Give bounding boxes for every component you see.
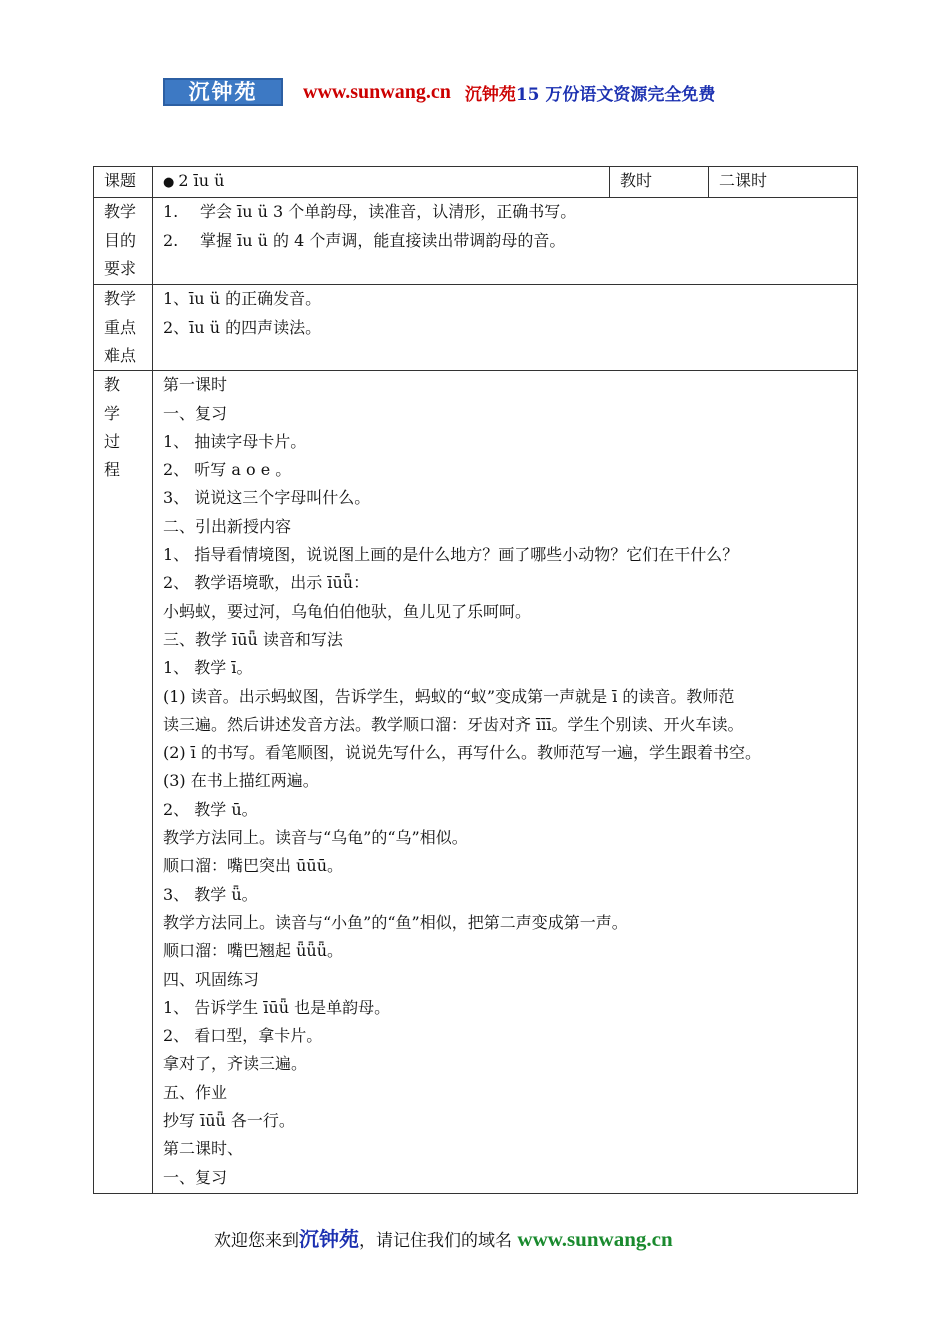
lesson-plan-table — [93, 166, 858, 1194]
process-label — [94, 371, 153, 1194]
header-tagline-text: 15 万份语文资源完全免费 — [515, 84, 716, 105]
process-line: 抄写 īūǖ 各一行。 — [163, 1111, 295, 1131]
goal-text: 学会 īu ü 3 个单韵母，读准音，认清形，正确书写。 — [200, 202, 577, 222]
process-line: 2、 看口型，拿卡片。 — [163, 1026, 323, 1046]
footer-prefix: 欢迎您来到 — [214, 1231, 299, 1251]
process-line: 1、 教学 ī。 — [163, 658, 253, 678]
lesson-title: 2 īu ü — [178, 171, 225, 190]
page-header — [163, 76, 715, 108]
keypoints-label-line: 难点 — [104, 345, 137, 365]
process-line: 教学方法同上。读音与“乌龟”的“乌”相似。 — [163, 828, 468, 848]
process-line: 一、复习 — [163, 403, 228, 423]
process-line: 1、 指导看情境图，说说图上画的是什么地方？画了哪些小动物？它们在干什么？ — [163, 545, 739, 565]
goals-row — [94, 198, 858, 285]
process-line: 3、 教学 ǖ。 — [163, 884, 258, 904]
process-line: 读三遍。然后讲述发音方法。教学顺口溜：牙齿对齐 īīī。学生个别读、开火车读。 — [163, 714, 744, 734]
footer-brand: 沉钟苑 — [299, 1227, 359, 1251]
keypoints-row — [94, 285, 858, 371]
process-line: (1) 读音。出示蚂蚁图，告诉学生，蚂蚁的“蚁”变成第一声就是 ī 的读音。教师范 — [163, 686, 735, 706]
process-line: 第一课时 — [163, 375, 228, 395]
process-line: 顺口溜：嘴巴翘起 ǖǖǖ。 — [163, 941, 344, 961]
goals-content — [153, 198, 858, 285]
header-url-link[interactable]: www.sunwang.cn — [303, 80, 451, 103]
lesson-title-label: 课题 — [94, 167, 153, 198]
process-line: 五、作业 — [163, 1082, 228, 1102]
process-line: (3) 在书上描红两遍。 — [163, 771, 319, 791]
page-footer — [214, 1223, 673, 1252]
goals-label-line: 教学 — [104, 202, 137, 222]
goals-label — [94, 198, 153, 285]
process-line: 小蚂蚁，要过河，乌龟伯伯他驮，鱼儿见了乐呵呵。 — [163, 601, 532, 621]
process-line: 四、巩固练习 — [163, 969, 260, 989]
goal-number: 2. — [163, 230, 179, 250]
process-label-char: 程 — [104, 460, 121, 480]
process-row — [94, 371, 858, 1194]
footer-middle: ，请记住我们的域名 — [359, 1231, 518, 1251]
lesson-title-cell — [153, 167, 610, 198]
process-line: 1、 告诉学生 īūǖ 也是单韵母。 — [163, 997, 391, 1017]
process-line: 1、 抽读字母卡片。 — [163, 431, 307, 451]
process-label-char: 教 — [104, 375, 121, 395]
process-label-char: 学 — [104, 403, 121, 423]
goals-label-line: 目的 — [104, 230, 137, 250]
lesson-hours-value: 二课时 — [709, 167, 858, 198]
process-line: 2、 教学 ū。 — [163, 799, 258, 819]
process-line: (2) ī 的书写。看笔顺图，说说先写什么，再写什么。教师范写一遍，学生跟着书空。 — [163, 743, 761, 763]
lesson-title-row — [94, 167, 858, 198]
goal-item — [163, 227, 857, 255]
process-label-char: 过 — [104, 431, 121, 451]
process-line: 一、复习 — [163, 1167, 228, 1187]
keypoints-label-line: 重点 — [104, 317, 137, 337]
process-line: 拿对了，齐读三遍。 — [163, 1054, 308, 1074]
process-line: 2、 听写 a o e 。 — [163, 460, 292, 480]
bullet-icon: ● — [163, 175, 175, 190]
footer-url-link[interactable]: www.sunwang.cn — [517, 1227, 673, 1251]
goal-text: 掌握 īu ü 的 4 个声调，能直接读出带调韵母的音。 — [200, 230, 566, 250]
keypoints-label-line: 教学 — [104, 289, 137, 309]
keypoint-item: 1、īu ü 的正确发音。 — [163, 289, 322, 309]
goal-item — [163, 198, 857, 226]
process-line: 顺口溜：嘴巴突出 ūūū。 — [163, 856, 344, 876]
process-line: 教学方法同上。读音与“小鱼”的“鱼”相似，把第二声变成第一声。 — [163, 912, 628, 932]
goals-label-line: 要求 — [104, 258, 137, 278]
keypoints-content — [153, 285, 858, 371]
process-line: 3、 说说这三个字母叫什么。 — [163, 488, 371, 508]
process-line: 第二课时、 — [163, 1139, 244, 1159]
process-content — [153, 371, 858, 1194]
process-line: 2、 教学语境歌，出示 īūǖ： — [163, 573, 370, 593]
lesson-hours-label: 教时 — [610, 167, 709, 198]
process-line: 三、教学 īūǖ 读音和写法 — [163, 629, 343, 649]
site-logo: 沉钟苑 — [163, 78, 283, 106]
keypoints-label — [94, 285, 153, 371]
header-tagline-brand: 沉钟苑 — [464, 84, 516, 105]
goal-number: 1. — [163, 202, 179, 222]
process-line: 二、引出新授内容 — [163, 516, 292, 536]
keypoint-item: 2、īu ü 的四声读法。 — [163, 317, 322, 337]
